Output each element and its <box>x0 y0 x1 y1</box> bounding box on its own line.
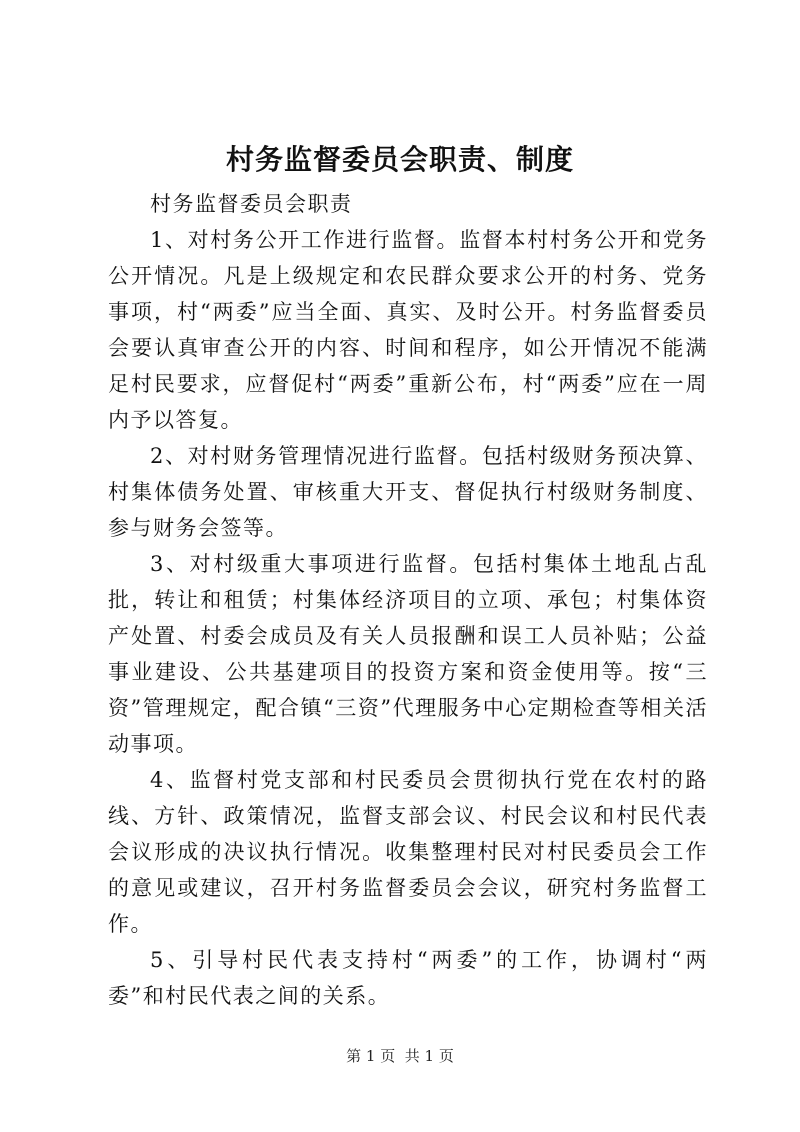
document-body <box>108 186 708 1014</box>
paragraph-1: 1、对村务公开工作进行监督。监督本村村务公开和党务公开情况。凡是上级规定和农民群众要求公开的村务、党务事项，村“两委”应当全面、真实、及时公开。村务监督委员会要认真审查公开的内容、时间和程序，如公开情况不能满足村民要求，应督促村“两委”重新公布，村“两委”应在一周内予以答复。 <box>108 228 708 432</box>
page-footer <box>0 1046 800 1066</box>
paragraph-4: 4、监督村党支部和村民委员会贯彻执行党在农村的路线、方针、政策情况，监督支部会议、村民会议和村民代表会议形成的决议执行情况。收集整理村民对村民委员会工作的意见或建议，召开村务监督委员会会议，研究村务监督工作。 <box>108 768 708 936</box>
document-title: 村务监督委员会职责、制度 <box>225 143 574 176</box>
paragraph-5: 5、引导村民代表支持村“两委”的工作，协调村“两委”和村民代表之间的关系。 <box>108 948 708 1008</box>
page-number-label: 第 1 页 共 1 页 <box>346 1047 454 1065</box>
paragraph-3: 3、对村级重大事项进行监督。包括村集体土地乱占乱批，转让和租赁；村集体经济项目的立项、承包；村集体资产处置、村委会成员及有关人员报酬和误工人员补贴；公益事业建设、公共基建项目的投资方案和资金使用等。按“三资”管理规定，配合镇“三资”代理服务中心定期检查等相关活动事项。 <box>108 552 708 756</box>
paragraph-2: 2、对村财务管理情况进行监督。包括村级财务预决算、村集体债务处置、审核重大开支、督促执行村级财务制度、参与财务会签等。 <box>108 444 708 540</box>
section-heading: 村务监督委员会职责 <box>150 192 353 216</box>
